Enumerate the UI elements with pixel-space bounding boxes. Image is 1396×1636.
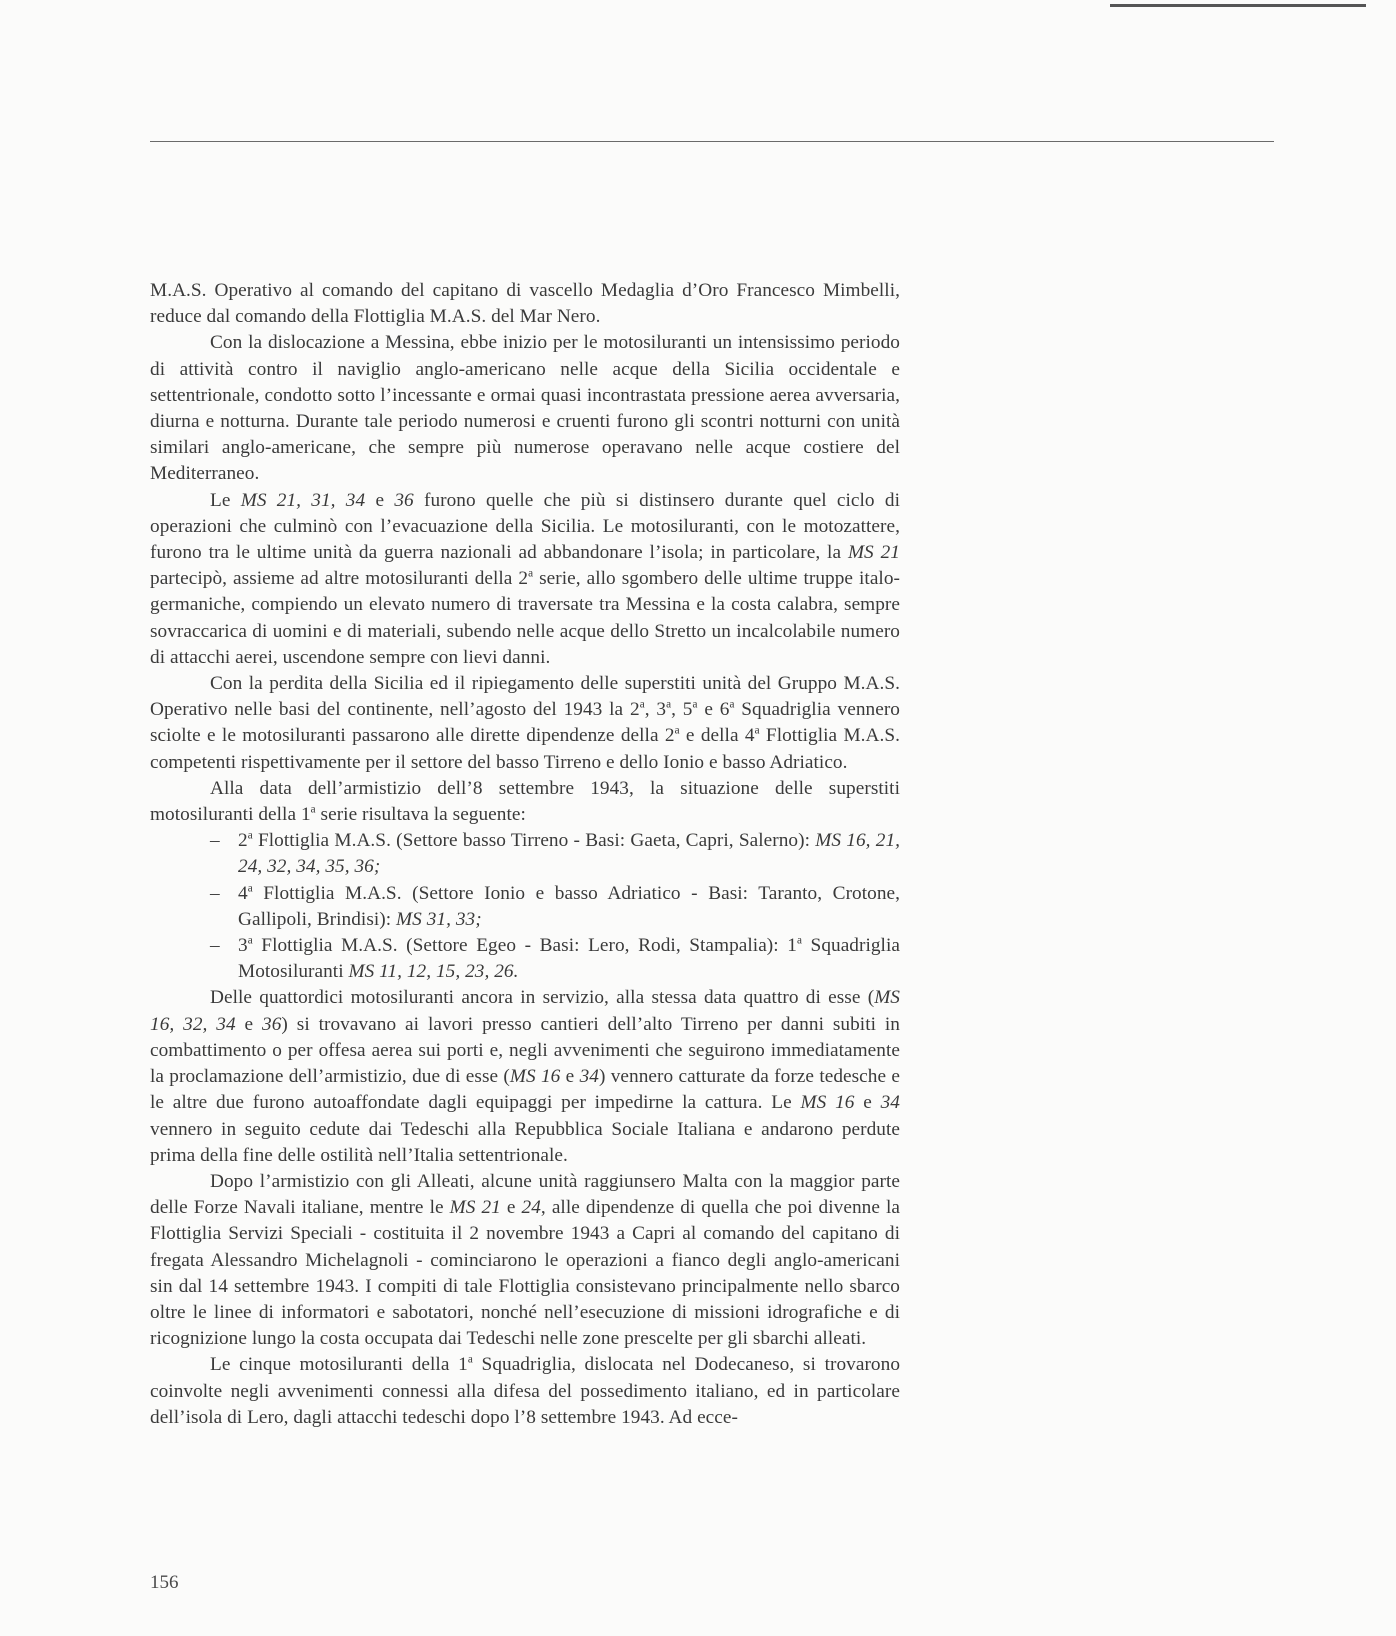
italic-run: MS 16, 32, 34 [150, 987, 900, 1035]
text-run: Dopo l’armistizio con gli Alleati, alcune unità raggiunsero Malta con la maggior parte delle Forze Navali italiane, mentre le [150, 1170, 900, 1219]
superscript-run: a [674, 725, 680, 738]
italic-run: MS 11, 12, 15, 23, 26. [348, 961, 519, 983]
text-run: e [560, 1066, 580, 1088]
paragraph-armistizio [150, 776, 900, 828]
text-run: Flottiglia M.A.S. (Settore Egeo - Basi: Lero, Rodi, Stampalia): 1 [252, 935, 797, 957]
paragraph-ripiegamento [150, 671, 900, 776]
italic-run: MS 21, 31, 34 [240, 489, 366, 511]
superscript-run: a [729, 698, 735, 711]
text-run: Squadriglia Motosiluranti [238, 935, 900, 983]
text-run: Flottiglia M.A.S. (Settore basso Tirreno - Basi: Gaeta, Capri, Salerno): [252, 830, 816, 852]
italic-run: MS 21 [449, 1197, 501, 1219]
paragraph-continuation [150, 278, 900, 330]
text-run: Flottiglia M.A.S. (Settore Ionio e basso Adriatico - Basi: Taranto, Crotone, Gallipoli, Brindisi): [238, 882, 900, 930]
list-dash: – [210, 935, 220, 957]
superscript-run: a [310, 803, 316, 816]
paragraph-quattordici [150, 985, 900, 1168]
text-run: Alla data dell’armistizio dell’8 settembre 1943, la situazione delle superstiti motosiluranti della 1 [150, 777, 900, 826]
text-run: Squadriglia, dislocata nel Dodecaneso, si trovarono coinvolte negli avvenimenti connessi alla difesa del possedimento italiano, ed in particolare dell’isola di Lero, dagli attacchi tedeschi dopo l’8 settembre 1943. Ad ecce- [150, 1354, 901, 1428]
superscript-run: a [692, 698, 698, 711]
superscript-run: a [247, 882, 253, 895]
superscript-run: a [754, 725, 760, 738]
list-item-2-flottiglia [150, 828, 900, 880]
superscript-run: a [467, 1353, 473, 1366]
italic-run: MS 31, 33; [396, 908, 482, 930]
list-item-4-flottiglia [150, 881, 900, 933]
text-run: e [854, 1092, 881, 1114]
italic-run: MS 16 [509, 1066, 561, 1088]
page-number: 156 [150, 1572, 179, 1593]
italic-run: 36 [262, 1013, 282, 1035]
text-run: , alle dipendenze di quella che poi divenne la Flottiglia Servizi Speciali - costituita il 2 novembre 1943 a Capri al comando del capitano di fregata Alessandro Michelagnoli - cominciarono le operazioni a fianco degli anglo-americani sin dal 14 settembre 1943. I compiti di tale Flottiglia consistevano principalmente nello sbarco oltre le linee di informatori e sabotatori, nonché nell’esecuzione di missioni idrografiche e di ricognizione lungo la costa occupata dai Tedeschi nelle zone prescelte per gli sbarchi alleati. [150, 1197, 900, 1350]
list-dash: – [210, 830, 220, 852]
italic-run: MS 21 [847, 542, 900, 564]
italic-run: MS 16, 21, 24, 32, 34, 35, 36; [238, 830, 901, 878]
text-run: furono quelle che più si distinsero durante quel ciclo di operazioni che culminò con l’evacuazione della Sicilia. Le motosiluranti, con le motozattere, furono tra le ultime unità da guerra nazionali ad abbandonare l’isola; in particolare, la [150, 489, 900, 564]
text-run: ) vennero catturate da forze tedesche e le altre due furono autoaffondate dagli equipaggi per impedirne la cattura. Le [150, 1066, 900, 1114]
text-run: 4 [238, 882, 248, 904]
text-run: Delle quattordici motosiluranti ancora in servizio, alla stessa data quattro di esse ( [210, 987, 875, 1009]
text-run: e [500, 1197, 522, 1219]
list-dash: – [210, 882, 220, 904]
superscript-run: a [528, 567, 534, 580]
superscript-run: a [666, 698, 672, 711]
paragraph-messina [150, 330, 900, 487]
text-run: e 6 [697, 699, 730, 721]
body-text [150, 278, 900, 1431]
superscript-run: a [796, 934, 802, 947]
text-run: serie, allo sgombero delle ultime truppe italo-germaniche, compiendo un elevato numero di traversate tra Messina e la costa calabra, sempre sovraccarica di uomini e di materiali, subendo nelle acque dello Stretto un incalcolabile numero di attacchi aerei, uscendone sempre con lievi danni. [150, 568, 900, 668]
text-run: Squadriglia vennero sciolte e le motosiluranti passarono alle dirette dipendenze della 2 [150, 699, 900, 747]
italic-run: 34 [880, 1092, 900, 1114]
text-run: vennero in seguito cedute dai Tedeschi alla Repubblica Sociale Italiana e andarono perdute prima della fine delle ostilità nell’Italia settentrionale. [150, 1118, 900, 1166]
text-run: Le [210, 489, 241, 511]
text-run: M.A.S. Operativo al comando del capitano di vascello Medaglia d’Oro Francesco Mimbelli, reduce dal comando della Flottiglia M.A.S. del Mar Nero. [150, 280, 900, 328]
superscript-run: a [247, 934, 253, 947]
text-run: e della 4 [679, 725, 755, 747]
text-run: 2 [238, 830, 248, 852]
text-run: Flottiglia M.A.S. competenti rispettivamente per il settore del basso Tirreno e dello Ionio e basso Adriatico. [150, 725, 901, 773]
text-run: e [235, 1013, 263, 1035]
top-corner-line [1110, 4, 1366, 7]
italic-run: MS 16 [800, 1092, 855, 1114]
header-rule [150, 141, 1274, 142]
text-run: 3 [238, 935, 248, 957]
text-run: e [365, 489, 395, 511]
paragraph-dodecaneso [150, 1352, 900, 1431]
superscript-run: a [639, 698, 645, 711]
text-run: serie risultava la seguente: [315, 804, 526, 826]
paragraph-alleati [150, 1169, 900, 1352]
text-run: Con la perdita della Sicilia ed il ripiegamento delle superstiti unità del Gruppo M.A.S. Operativo nelle basi del continente, nell’agosto del 1943 la 2 [150, 673, 900, 721]
italic-run: 36 [394, 489, 414, 511]
text-run: ) si trovavano ai lavori presso cantieri dell’alto Tirreno per danni subiti in combattimento o per offesa aerea sui porti e, negli avvenimenti che seguirono immediatamente la proclamazione dell’armistizio, due di esse ( [150, 1013, 900, 1088]
paragraph-sicilia [150, 488, 900, 671]
list-item-3-flottiglia [150, 933, 900, 985]
superscript-run: a [247, 829, 253, 842]
text-run: , 5 [671, 699, 693, 721]
text-run: , 3 [644, 699, 667, 721]
italic-run: 24 [521, 1197, 541, 1219]
text-run: Con la dislocazione a Messina, ebbe inizio per le motosiluranti un intensissimo periodo di attività contro il naviglio anglo-americano nelle acque della Sicilia occidentale e settentrionale, condotto sotto l’incessante e ormai quasi incontrastata pressione aerea avversaria, diurna e notturna. Durante tale periodo numerosi e cruenti furono gli scontri notturni con unità similari anglo-americane, che sempre più numerose operavano nelle acque costiere del Mediterraneo. [150, 332, 900, 485]
text-run: partecipò, assieme ad altre motosiluranti della 2 [150, 568, 529, 590]
text-run: Le cinque motosiluranti della 1 [210, 1354, 468, 1376]
italic-run: 34 [579, 1066, 599, 1088]
